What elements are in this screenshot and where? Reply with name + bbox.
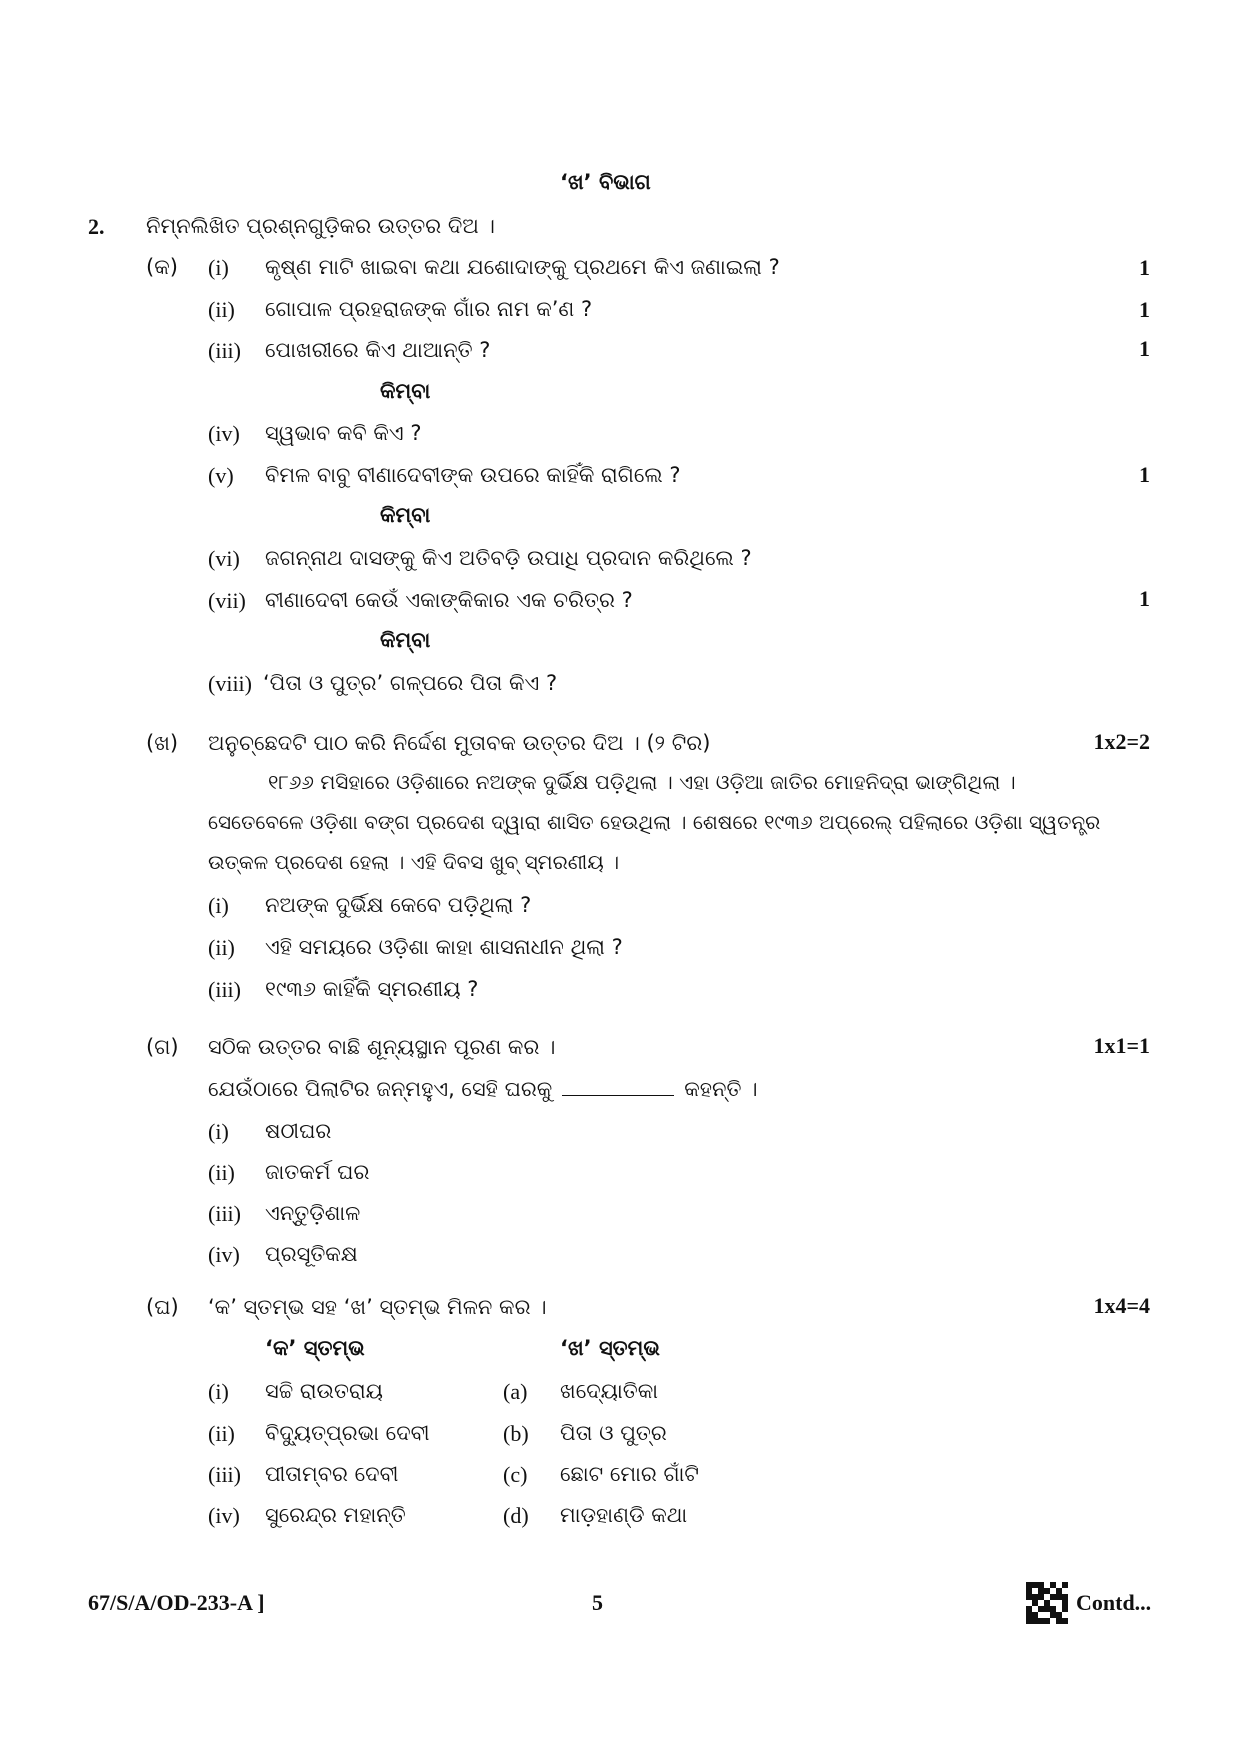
passage-line: ଉତ୍କଳ ପ୍ରଦେଶ ହେଲା । ଏହି ଦିବସ ଖୁବ୍ ସ୍ମରଣୀୟ । bbox=[208, 850, 620, 874]
question-item-text: ନଅଙ୍କ ଦୁର୍ଭିକ୍ଷ କେବେ ପଡ଼ିଥିଲା ? bbox=[265, 893, 532, 917]
question-item-number: (v) bbox=[208, 463, 234, 488]
question-item-text: ବିମଳ ବାବୁ ବୀଣାଦେବୀଙ୍କ ଉପରେ କାହିଁକି ରାଗିଲେ ? bbox=[265, 463, 681, 487]
or-label: କିମ୍ବା bbox=[380, 379, 431, 403]
continued-label: Contd... bbox=[1076, 1590, 1152, 1615]
passage-line: ସେତେବେଳେ ଓଡ଼ିଶା ବଙ୍ଗ ପ୍ରଦେଶ ଦ୍ୱାରା ଶାସିତ ହେଉଥିଲା । ଶେଷରେ ୧୯୩୬ ଅପ୍ରେଲ୍ ପହିଲାରେ ଓଡ଼ିଶା ସ୍ୱତନ୍ତ୍ର bbox=[208, 810, 1101, 834]
match-a-number: (iv) bbox=[208, 1503, 240, 1528]
option-text: ଜାତକର୍ମ ଘର bbox=[265, 1160, 370, 1184]
mark-label: 1x1=1 bbox=[1093, 1033, 1150, 1058]
column-a-header: ‘କ’ ସ୍ତମ୍ଭ bbox=[265, 1336, 365, 1360]
question-item-number: (iii) bbox=[208, 338, 241, 363]
match-b-number: (a) bbox=[503, 1379, 528, 1404]
question-item-number: (viii) bbox=[208, 671, 252, 696]
question-item-text: କୃଷ୍ଣ ମାଟି ଖାଇବା କଥା ଯଶୋଦାଙ୍କୁ ପ୍ରଥମେ କିଏ ଜଣାଇଲା ? bbox=[265, 255, 780, 279]
section-title: ‘ଖ’ ବିଭାଗ bbox=[560, 170, 651, 194]
column-b-header: ‘ଖ’ ସ୍ତମ୍ଭ bbox=[560, 1336, 660, 1360]
question-item-number: (i) bbox=[208, 255, 229, 280]
question-item-text: ପୋଖରୀରେ କିଏ ଥାଆନ୍ତି ? bbox=[265, 338, 491, 362]
match-a-text: ପୀତାମ୍ବର ଦେବୀ bbox=[265, 1462, 399, 1486]
match-a-number: (ii) bbox=[208, 1421, 235, 1446]
question-number: 2. bbox=[88, 214, 105, 239]
match-b-number: (d) bbox=[503, 1503, 529, 1528]
option-number: (iii) bbox=[208, 1201, 241, 1226]
qr-code-icon bbox=[1026, 1582, 1068, 1624]
match-a-text: ସୁରେନ୍ଦ୍ର ମହାନ୍ତି bbox=[265, 1503, 406, 1527]
passage-line: ୧୮୬୬ ମସିହାରେ ଓଡ଼ିଶାରେ ନଅଙ୍କ ଦୁର୍ଭିକ୍ଷ ପଡ଼ିଥିଲା । ଏହା ଓଡ଼ିଆ ଜାତିର ମୋହନିଦ୍ରା ଭାଙ୍ଗିଥିଲା । bbox=[268, 770, 1016, 794]
question-item-number: (i) bbox=[208, 893, 229, 918]
mark-label: 1 bbox=[1139, 255, 1150, 280]
answer-blank bbox=[562, 1094, 674, 1096]
match-a-text: ବିଦ୍ୟୁତ୍‌ପ୍ରଭା ଦେବୀ bbox=[265, 1421, 430, 1445]
question-item-number: (ii) bbox=[208, 935, 235, 960]
part-ga-instruction: ସଠିକ ଉତ୍ତର ବାଛି ଶୂନ୍ୟସ୍ଥାନ ପୂରଣ କର । bbox=[208, 1035, 556, 1059]
question-item-number: (ii) bbox=[208, 297, 235, 322]
option-number: (iv) bbox=[208, 1242, 240, 1267]
mark-label: 1 bbox=[1139, 336, 1150, 361]
mark-label: 1x4=4 bbox=[1093, 1293, 1150, 1318]
part-gha-label: (ଘ) bbox=[146, 1295, 179, 1319]
question-item-text: ସ୍ୱଭାବ କବି କିଏ ? bbox=[265, 421, 422, 445]
question-item-text: ‘ପିତା ଓ ପୁତ୍ର’ ଗଳ୍ପରେ ପିତା କିଏ ? bbox=[263, 671, 558, 695]
or-label: କିମ୍ବା bbox=[380, 628, 431, 652]
fill-in-sentence bbox=[208, 1077, 758, 1102]
question-item-text: ବୀଣାଦେବୀ କେଉଁ ଏକାଙ୍କିକାର ଏକ ଚରିତ୍ର ? bbox=[265, 588, 633, 612]
mark-label: 1 bbox=[1139, 586, 1150, 611]
sentence-before: ଯେଉଁଠାରେ ପିଲାଟିର ଜନ୍ମହୁଏ, ସେହି ଘରକୁ bbox=[208, 1077, 553, 1101]
mark-label: 1x2=2 bbox=[1093, 729, 1150, 754]
match-a-number: (i) bbox=[208, 1379, 229, 1404]
part-kha-instruction: ଅନୁଚ୍ଛେଦଟି ପାଠ କରି ନିର୍ଦ୍ଦେଶ ମୁତାବକ ଉତ୍ତର ଦିଅ । (୨ ଟିର) bbox=[208, 731, 711, 755]
part-ka-label: (କ) bbox=[146, 255, 178, 279]
question-item-text: ଗୋପାଳ ପ୍ରହରାଜଙ୍କ ଗାଁର ନାମ କ’ଣ ? bbox=[265, 297, 593, 321]
mark-label: 1 bbox=[1139, 297, 1150, 322]
question-instruction: ନିମ୍ନଲିଖିତ ପ୍ରଶ୍ନଗୁଡ଼ିକର ଉତ୍ତର ଦିଅ । bbox=[146, 214, 495, 238]
part-gha-instruction: ‘କ’ ସ୍ତମ୍ଭ ସହ ‘ଖ’ ସ୍ତମ୍ଭ ମିଳନ କର । bbox=[208, 1295, 547, 1319]
option-text: ଏନ୍ତୁଡ଼ିଶାଳ bbox=[265, 1201, 361, 1225]
match-a-number: (iii) bbox=[208, 1462, 241, 1487]
paper-code: 67/S/A/OD-233-A ] bbox=[88, 1590, 265, 1615]
part-ga-label: (ଗ) bbox=[146, 1035, 179, 1059]
option-number: (i) bbox=[208, 1119, 229, 1144]
question-item-text: ଏହି ସମୟରେ ଓଡ଼ିଶା କାହା ଶାସନାଧୀନ ଥିଲା ? bbox=[265, 935, 623, 959]
page-number: 5 bbox=[592, 1590, 603, 1615]
option-text: ଷଠୀଘର bbox=[265, 1119, 332, 1143]
sentence-after: କହନ୍ତି । bbox=[684, 1077, 758, 1101]
match-b-number: (c) bbox=[503, 1462, 528, 1487]
question-item-text: ୧୯୩୬ କାହିଁକି ସ୍ମରଣୀୟ ? bbox=[265, 977, 479, 1001]
question-item-number: (iv) bbox=[208, 421, 240, 446]
question-item-number: (vi) bbox=[208, 546, 240, 571]
match-b-text: ମାଡ଼ହାଣ୍ଡି କଥା bbox=[560, 1503, 688, 1527]
or-label: କିମ୍ବା bbox=[380, 503, 431, 527]
match-b-text: ପିତା ଓ ପୁତ୍ର bbox=[560, 1421, 667, 1445]
question-item-number: (vii) bbox=[208, 588, 246, 613]
match-b-text: ଛୋଟ ମୋର ଗାଁଟି bbox=[560, 1462, 699, 1486]
match-b-number: (b) bbox=[503, 1421, 529, 1446]
part-kha-label: (ଖ) bbox=[146, 731, 179, 755]
option-text: ପ୍ରସୂତିକକ୍ଷ bbox=[265, 1242, 358, 1266]
question-item-number: (iii) bbox=[208, 977, 241, 1002]
mark-label: 1 bbox=[1139, 462, 1150, 487]
match-a-text: ସଚ୍ଚି ରାଉତରାୟ bbox=[265, 1379, 383, 1403]
match-b-text: ଖଦ୍ୟୋତିକା bbox=[560, 1379, 659, 1403]
question-item-text: ଜଗନ୍ନାଥ ଦାସଙ୍କୁ କିଏ ଅତିବଡ଼ି ଉପାଧି ପ୍ରଦାନ କରିଥିଲେ ? bbox=[265, 546, 752, 570]
option-number: (ii) bbox=[208, 1160, 235, 1185]
